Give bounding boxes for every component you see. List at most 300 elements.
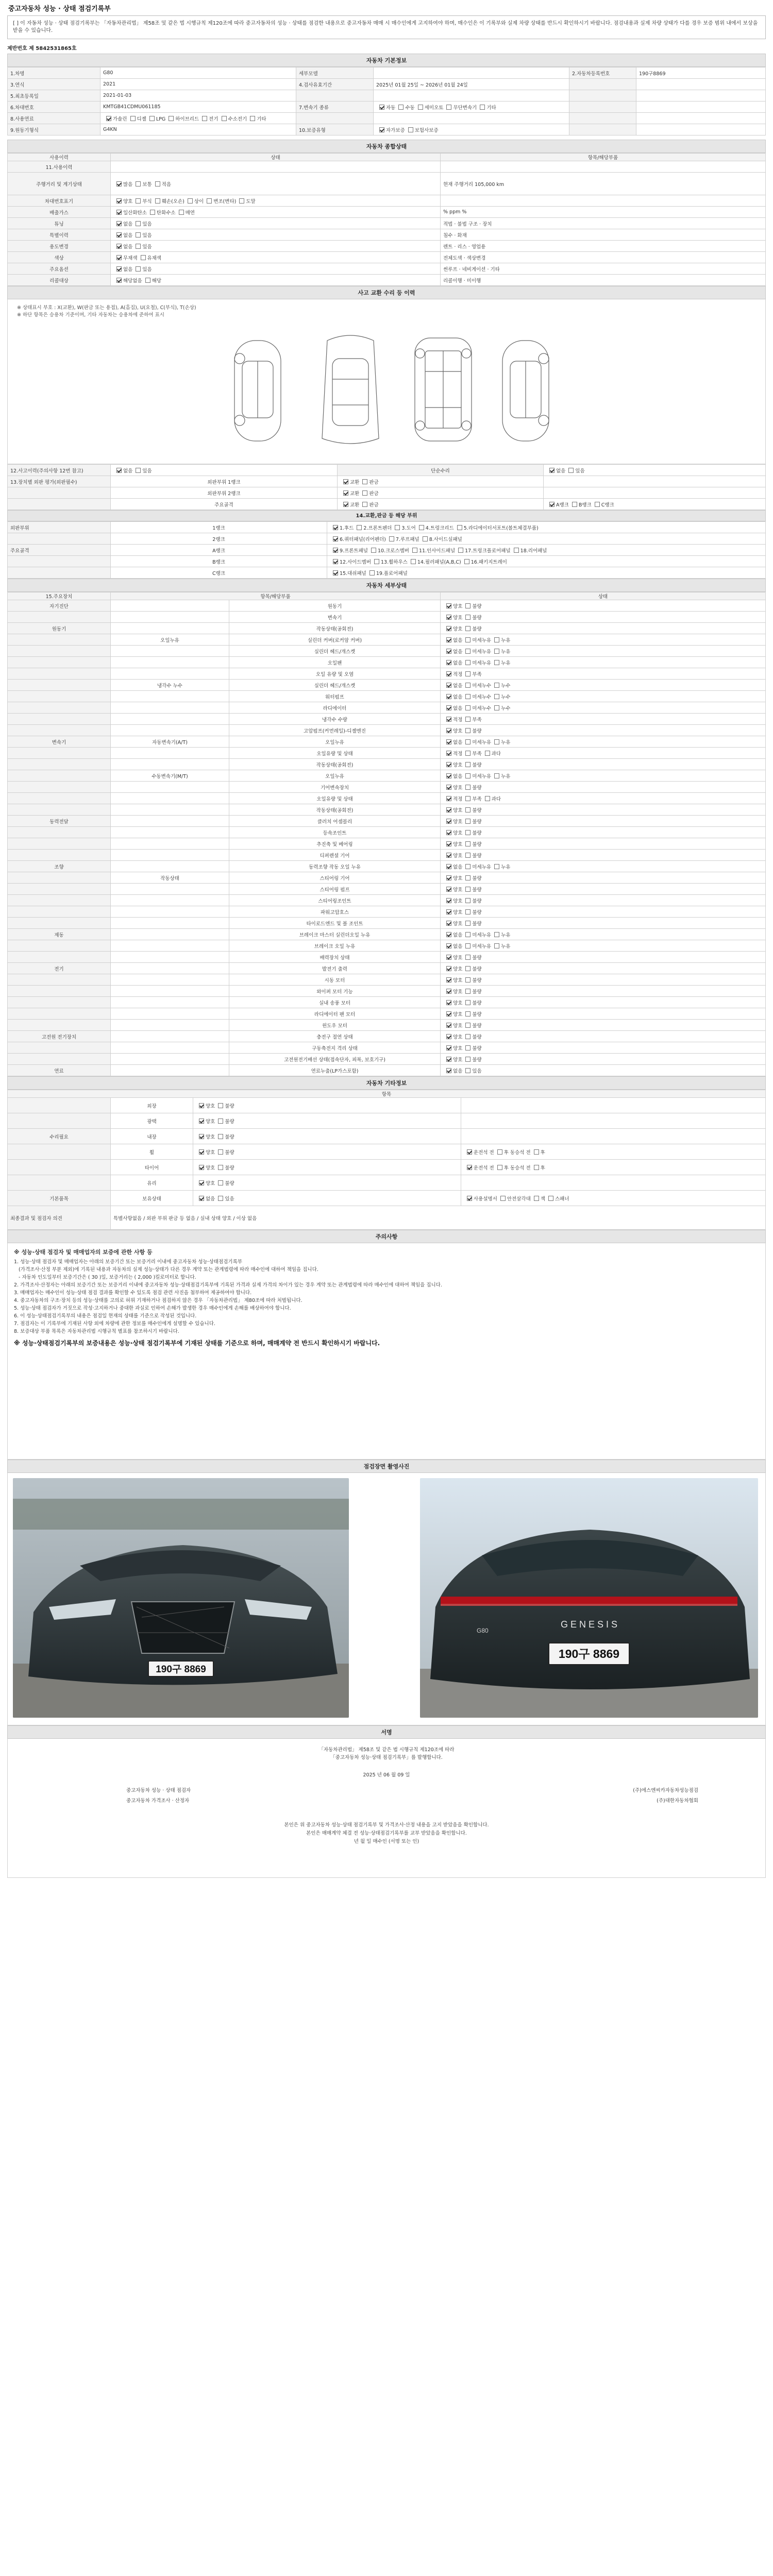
checkbox[interactable]	[446, 649, 451, 654]
detail-subgroup: 냉각수 누수	[111, 680, 229, 691]
checkbox[interactable]	[446, 898, 451, 903]
checkbox[interactable]	[465, 705, 470, 710]
detail-subgroup	[111, 906, 229, 918]
checkbox-label: 양호	[453, 921, 463, 927]
checkbox-label: 양호	[453, 977, 463, 984]
checkbox[interactable]	[497, 1165, 502, 1170]
section-sign: 서명	[7, 1725, 766, 1739]
overall-row	[8, 252, 766, 263]
checkbox[interactable]	[467, 1165, 472, 1170]
checkbox-label: 양호	[453, 1057, 463, 1063]
checkbox[interactable]	[116, 244, 122, 249]
checkbox-label: 해당	[152, 278, 162, 284]
other-extra	[461, 1129, 766, 1144]
caution-line: 2. 가격조사·산정자는 아래의 보증기간 또는 보증거리 이내에 중고자동차 성능·상태점검기록부에 기록된 가격과 실제 가격의 차이가 있는 경우 계약 또는 관계법령에 따라 매수인에 대하여 책임을 집니다.	[14, 1282, 442, 1288]
detail-row	[8, 861, 766, 872]
basic-value	[374, 67, 569, 79]
checkbox[interactable]	[343, 490, 348, 496]
checkbox[interactable]	[465, 921, 470, 926]
checkbox-label: 불량	[472, 762, 482, 768]
overall-row	[8, 173, 766, 195]
basic-row	[8, 67, 766, 79]
basic-value: 2025년 01월 25일 ~ 2026년 01월 24일	[374, 79, 569, 90]
checkbox[interactable]	[465, 898, 470, 903]
detail-group	[8, 838, 111, 850]
checkbox[interactable]	[465, 989, 470, 994]
checkbox[interactable]	[446, 989, 451, 994]
checkbox[interactable]	[446, 830, 451, 835]
checkbox[interactable]	[497, 1149, 502, 1155]
checkbox[interactable]	[179, 210, 184, 215]
checkbox[interactable]	[333, 548, 338, 553]
basic-label: 1.차명	[8, 67, 100, 79]
checkbox[interactable]	[595, 502, 600, 507]
checkbox[interactable]	[446, 717, 451, 722]
checkbox[interactable]	[343, 502, 348, 507]
section-photos: 점검장면 촬영사진	[7, 1460, 766, 1473]
checkbox[interactable]	[333, 559, 338, 564]
checkbox[interactable]	[199, 1196, 204, 1201]
checkbox[interactable]	[465, 694, 470, 699]
checkbox[interactable]	[446, 932, 451, 937]
detail-subgroup	[111, 804, 229, 816]
checkbox[interactable]	[534, 1165, 539, 1170]
checkbox[interactable]	[465, 1011, 470, 1016]
basic-label: 5.최초등록일	[8, 90, 100, 101]
checkbox[interactable]	[207, 198, 212, 204]
detail-group	[8, 793, 111, 804]
checkbox[interactable]	[362, 490, 367, 496]
checkbox[interactable]	[446, 603, 451, 608]
checkbox[interactable]	[357, 525, 362, 530]
checkbox-label: 없음	[123, 232, 133, 239]
checkbox[interactable]	[446, 966, 451, 971]
checkbox[interactable]	[202, 116, 207, 121]
checkbox[interactable]	[446, 1000, 451, 1005]
basic-value	[374, 101, 569, 113]
checkbox[interactable]	[465, 853, 470, 858]
checkbox[interactable]	[446, 660, 451, 665]
checkbox[interactable]	[465, 1057, 470, 1062]
checkbox-label: 판금	[369, 479, 379, 485]
parts-row	[8, 545, 766, 556]
checkbox[interactable]	[446, 751, 451, 756]
checkbox[interactable]	[150, 210, 155, 215]
other-table	[7, 1090, 766, 1230]
checkbox[interactable]	[395, 525, 400, 530]
checkbox[interactable]	[199, 1134, 204, 1139]
checkbox[interactable]	[494, 773, 499, 778]
checkbox-label: 불량	[225, 1149, 234, 1156]
checkbox[interactable]	[362, 479, 367, 484]
checkbox[interactable]	[465, 785, 470, 790]
checkbox[interactable]	[465, 807, 470, 812]
checkbox[interactable]	[465, 1034, 470, 1039]
checkbox-label: 17.트렁크플로어패널	[465, 548, 511, 554]
checkbox-label: 불량	[472, 785, 482, 791]
checkbox[interactable]	[446, 1023, 451, 1028]
checkbox[interactable]	[446, 796, 451, 801]
checkbox[interactable]	[446, 762, 451, 767]
checkbox[interactable]	[446, 841, 451, 846]
overall-state	[111, 229, 441, 241]
checkbox[interactable]	[465, 875, 470, 880]
detail-subgroup: 수동변속기(M/T)	[111, 770, 229, 782]
checkbox[interactable]	[494, 649, 499, 654]
checkbox[interactable]	[446, 694, 451, 699]
document	[7, 3, 766, 1878]
checkbox[interactable]	[514, 548, 519, 553]
checkbox[interactable]	[465, 649, 470, 654]
checkbox[interactable]	[446, 909, 451, 914]
checkbox[interactable]	[222, 116, 227, 121]
checkbox[interactable]	[494, 637, 499, 642]
other-extra	[461, 1113, 766, 1129]
checkbox[interactable]	[465, 603, 470, 608]
detail-state	[441, 997, 766, 1008]
checkbox[interactable]	[446, 875, 451, 880]
other-extra	[461, 1144, 766, 1160]
checkbox[interactable]	[465, 739, 470, 744]
checkbox[interactable]	[494, 705, 499, 710]
checkbox[interactable]	[465, 717, 470, 722]
checkbox[interactable]	[465, 943, 470, 948]
checkbox[interactable]	[494, 864, 499, 869]
checkbox[interactable]	[457, 525, 462, 530]
detail-subgroup: 오일누유	[111, 634, 229, 646]
checkbox[interactable]	[465, 683, 470, 688]
checkbox[interactable]	[465, 955, 470, 960]
checkbox[interactable]	[408, 127, 413, 132]
checkbox[interactable]	[218, 1149, 223, 1155]
checkbox-label: 누유	[501, 660, 511, 666]
detail-item: 실린더 헤드/개스켓	[229, 646, 441, 657]
checkbox[interactable]	[534, 1196, 539, 1201]
checkbox-label: 잭	[540, 1196, 545, 1202]
detail-state	[441, 884, 766, 895]
checkbox[interactable]	[549, 502, 554, 507]
checkbox[interactable]	[446, 977, 451, 982]
checkbox[interactable]	[136, 198, 141, 204]
overall-label: 튜닝	[8, 218, 111, 229]
checkbox[interactable]	[465, 977, 470, 982]
checkbox[interactable]	[446, 943, 451, 948]
checkbox[interactable]	[494, 739, 499, 744]
checkbox[interactable]	[446, 807, 451, 812]
checkbox[interactable]	[116, 198, 122, 204]
checkbox[interactable]	[500, 1196, 506, 1201]
checkbox-label: 양호	[453, 807, 463, 814]
checkbox-label: 누유	[501, 932, 511, 938]
checkbox[interactable]	[218, 1103, 223, 1108]
checkbox[interactable]	[218, 1165, 223, 1170]
checkbox[interactable]	[411, 559, 416, 564]
checkbox[interactable]	[333, 570, 338, 575]
checkbox[interactable]	[218, 1196, 223, 1201]
checkbox[interactable]	[446, 637, 451, 642]
checkbox[interactable]	[169, 116, 174, 121]
checkbox-label: 없음	[453, 683, 463, 689]
accident-label	[8, 487, 111, 499]
checkbox[interactable]	[446, 955, 451, 960]
detail-row	[8, 963, 766, 974]
checkbox[interactable]	[465, 660, 470, 665]
checkbox[interactable]	[494, 932, 499, 937]
checkbox-label: 불량	[472, 841, 482, 848]
checkbox[interactable]	[548, 1196, 553, 1201]
checkbox[interactable]	[446, 739, 451, 744]
checkbox[interactable]	[199, 1165, 204, 1170]
detail-item: 기어변속장치	[229, 782, 441, 793]
checkbox[interactable]	[485, 751, 490, 756]
front-photo	[13, 1478, 349, 1718]
checkbox[interactable]	[199, 1118, 204, 1124]
parts-group: 주요골격	[8, 545, 111, 556]
detail-group	[8, 680, 111, 691]
checkbox[interactable]	[116, 210, 122, 215]
detail-subgroup	[111, 929, 229, 940]
checkbox[interactable]	[333, 525, 338, 530]
detail-item: 실린더 커버(로커암 커버)	[229, 634, 441, 646]
overall-row	[8, 275, 766, 286]
checkbox[interactable]	[398, 105, 404, 110]
detail-subgroup	[111, 816, 229, 827]
other-item: 내장	[111, 1129, 193, 1144]
checkbox-label: 없음	[123, 244, 133, 250]
checkbox-label: 디젤	[137, 116, 146, 122]
checkbox[interactable]	[446, 728, 451, 733]
checkbox[interactable]	[465, 887, 470, 892]
checkbox[interactable]	[446, 1045, 451, 1050]
checkbox[interactable]	[494, 943, 499, 948]
checkbox-label: 10.크로스멤버	[377, 548, 409, 554]
checkbox[interactable]	[446, 773, 451, 778]
checkbox[interactable]	[465, 751, 470, 756]
checkbox-label: 후	[540, 1165, 545, 1171]
checkbox[interactable]	[446, 615, 451, 620]
checkbox[interactable]	[199, 1103, 204, 1108]
basic-label	[569, 101, 636, 113]
detail-subgroup: 자동변속기(A/T)	[111, 736, 229, 748]
checkbox[interactable]	[572, 502, 577, 507]
checkbox[interactable]	[116, 468, 122, 473]
section-overall-state: 자동차 종합상태	[7, 140, 766, 153]
checkbox-label: 양호	[453, 603, 463, 609]
detail-group: 자기진단	[8, 600, 111, 612]
checkbox[interactable]	[155, 198, 160, 204]
checkbox[interactable]	[136, 181, 141, 187]
checkbox[interactable]	[446, 864, 451, 869]
confirm-line: 본인은 위 중고자동차 성능·상태 점검기록부 및 가격조사·산정 내용을 고지 받았음을 확인합니다.	[284, 1822, 489, 1828]
section-detail-state: 자동차 세부상태	[7, 579, 766, 592]
checkbox[interactable]	[458, 548, 463, 553]
parts-rank: 1랭크	[111, 522, 327, 533]
checkbox[interactable]	[374, 559, 379, 564]
checkbox[interactable]	[465, 626, 470, 631]
checkbox[interactable]	[465, 1000, 470, 1005]
checkbox[interactable]	[465, 671, 470, 676]
overall-state	[111, 275, 441, 286]
checkbox[interactable]	[379, 105, 384, 110]
checkbox[interactable]	[419, 525, 424, 530]
checkbox[interactable]	[145, 278, 150, 283]
checkbox[interactable]	[106, 116, 111, 121]
checkbox[interactable]	[136, 221, 141, 226]
checkbox[interactable]	[343, 479, 348, 484]
checkbox[interactable]	[136, 468, 141, 473]
checkbox[interactable]	[446, 683, 451, 688]
checkbox[interactable]	[149, 116, 155, 121]
checkbox-label: 부족	[472, 796, 482, 802]
other-row	[8, 1098, 766, 1113]
checkbox[interactable]	[446, 887, 451, 892]
checkbox[interactable]	[446, 1034, 451, 1039]
checkbox[interactable]	[379, 127, 384, 132]
checkbox[interactable]	[446, 819, 451, 824]
checkbox[interactable]	[116, 255, 122, 260]
checkbox-label: 과다	[491, 796, 501, 802]
checkbox[interactable]	[199, 1149, 204, 1155]
checkbox-label: 3.도어	[401, 525, 416, 531]
checkbox[interactable]	[465, 615, 470, 620]
other-row	[8, 1113, 766, 1129]
checkbox[interactable]	[465, 728, 470, 733]
checkbox[interactable]	[446, 105, 451, 110]
checkbox[interactable]	[412, 548, 417, 553]
checkbox[interactable]	[467, 1149, 472, 1155]
checkbox[interactable]	[467, 1196, 472, 1201]
inspector-name: (주)에스엔씨카자동차성능점검	[633, 1788, 698, 1793]
checkbox[interactable]	[568, 468, 574, 473]
checkbox-label: 부족	[472, 671, 482, 677]
checkbox[interactable]	[423, 536, 428, 541]
detail-item: 라디에이터	[229, 702, 441, 714]
checkbox[interactable]	[465, 819, 470, 824]
other-state	[193, 1098, 461, 1113]
checkbox[interactable]	[116, 181, 122, 187]
checkbox[interactable]	[218, 1134, 223, 1139]
checkbox[interactable]	[465, 1068, 470, 1073]
checkbox[interactable]	[250, 116, 255, 121]
checkbox[interactable]	[116, 221, 122, 226]
checkbox[interactable]	[465, 762, 470, 767]
checkbox[interactable]	[534, 1149, 539, 1155]
checkbox[interactable]	[465, 966, 470, 971]
sign-area	[7, 1739, 766, 1878]
checkbox[interactable]	[418, 105, 423, 110]
checkbox-label: 없음	[123, 221, 133, 227]
checkbox[interactable]	[371, 548, 376, 553]
checkbox-label: 불량	[225, 1103, 234, 1109]
checkbox[interactable]	[465, 773, 470, 778]
checkbox[interactable]	[465, 796, 470, 801]
checkbox[interactable]	[446, 1057, 451, 1062]
other-group	[8, 1113, 111, 1129]
checkbox[interactable]	[465, 1045, 470, 1050]
checkbox[interactable]	[446, 853, 451, 858]
detail-subgroup	[111, 748, 229, 759]
detail-item: 냉각수 수량	[229, 714, 441, 725]
detail-row	[8, 940, 766, 952]
detail-subgroup	[111, 1031, 229, 1042]
checkbox-label: 없음	[453, 932, 463, 938]
checkbox[interactable]	[155, 181, 160, 187]
checkbox-label: 후	[540, 1149, 545, 1156]
detail-state	[441, 1065, 766, 1076]
checkbox[interactable]	[136, 266, 141, 272]
checkbox[interactable]	[465, 1023, 470, 1028]
checkbox[interactable]	[465, 909, 470, 914]
checkbox[interactable]	[480, 105, 485, 110]
checkbox[interactable]	[333, 536, 338, 541]
other-extra	[461, 1098, 766, 1113]
checkbox[interactable]	[446, 1068, 451, 1073]
detail-group	[8, 759, 111, 770]
accident-row	[8, 487, 766, 499]
overall-state-table	[7, 153, 766, 286]
checkbox[interactable]	[465, 932, 470, 937]
checkbox[interactable]	[130, 116, 136, 121]
checkbox[interactable]	[218, 1180, 223, 1185]
checkbox-label: 무단변속기	[453, 105, 477, 111]
accident-label: 12.사고이력(주의사항 12번 참고)	[8, 465, 111, 476]
checkbox[interactable]	[465, 637, 470, 642]
checkbox-label: 8.사이드실패널	[429, 536, 462, 543]
overall-label: 리콜대상	[8, 275, 111, 286]
checkbox[interactable]	[465, 841, 470, 846]
checkbox[interactable]	[494, 660, 499, 665]
checkbox[interactable]	[549, 468, 554, 473]
checkbox[interactable]	[141, 255, 146, 260]
checkbox[interactable]	[199, 1180, 204, 1185]
checkbox[interactable]	[446, 921, 451, 926]
checkbox[interactable]	[218, 1118, 223, 1124]
checkbox[interactable]	[188, 198, 193, 204]
checkbox[interactable]	[446, 1011, 451, 1016]
accident-label	[8, 499, 111, 510]
checkbox[interactable]	[446, 705, 451, 710]
checkbox[interactable]	[116, 278, 122, 283]
checkbox[interactable]	[446, 671, 451, 676]
detail-item: 브레이크 마스터 실린더오일 누유	[229, 929, 441, 940]
detail-subgroup	[111, 1065, 229, 1076]
checkbox[interactable]	[389, 536, 394, 541]
checkbox[interactable]	[239, 198, 244, 204]
detail-group	[8, 952, 111, 963]
checkbox[interactable]	[446, 785, 451, 790]
checkbox-label: 미세누유	[472, 660, 492, 666]
detail-group: 고전원 전기장치	[8, 1031, 111, 1042]
detail-state	[441, 804, 766, 816]
checkbox[interactable]	[446, 626, 451, 631]
checkbox[interactable]	[362, 502, 367, 507]
checkbox[interactable]	[485, 796, 490, 801]
checkbox[interactable]	[464, 559, 469, 564]
checkbox[interactable]	[465, 830, 470, 835]
checkbox[interactable]	[116, 266, 122, 272]
basic-label	[296, 113, 374, 124]
checkbox[interactable]	[369, 570, 375, 575]
checkbox[interactable]	[494, 694, 499, 699]
checkbox[interactable]	[116, 232, 122, 238]
checkbox[interactable]	[136, 232, 141, 238]
checkbox-label: 적정	[453, 796, 463, 802]
detail-item: 추진축 및 베어링	[229, 838, 441, 850]
checkbox[interactable]	[494, 683, 499, 688]
detail-state	[441, 793, 766, 804]
checkbox[interactable]	[465, 864, 470, 869]
checkbox[interactable]	[136, 244, 141, 249]
